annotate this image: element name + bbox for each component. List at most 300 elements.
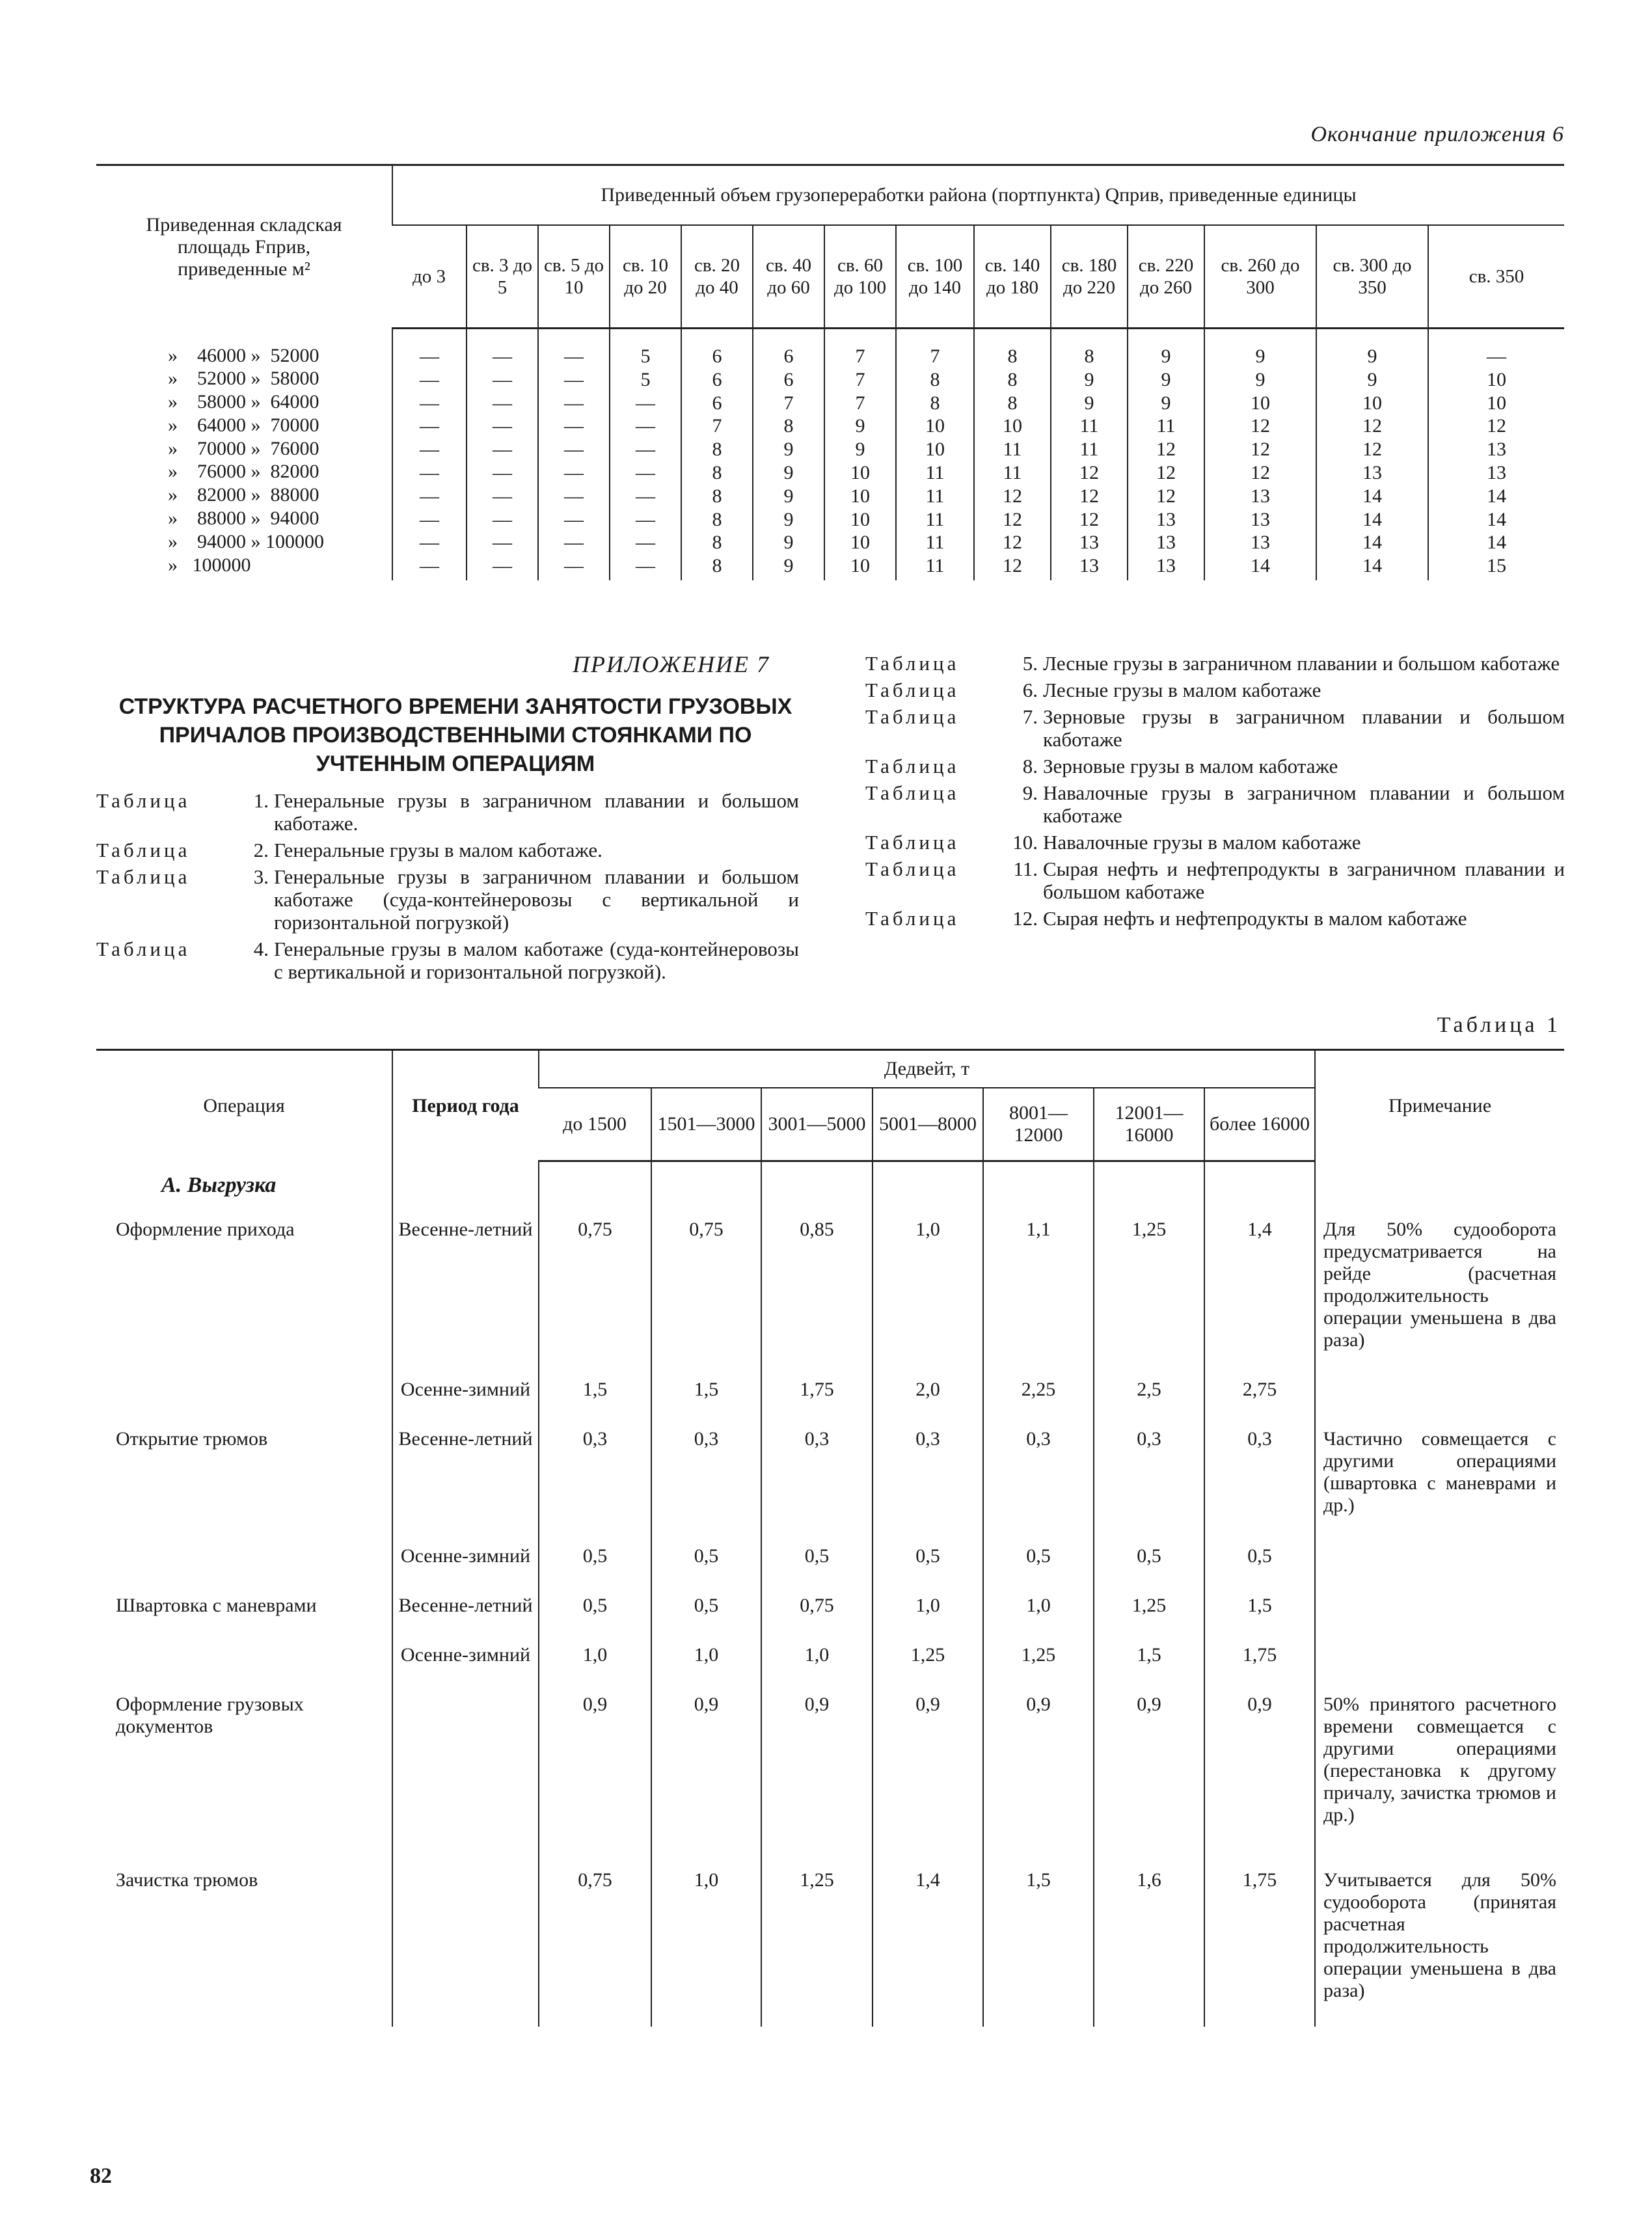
cell-value: 9 bbox=[1367, 368, 1377, 390]
value-cell: 1,25 bbox=[873, 1639, 983, 1688]
empty-cell bbox=[1315, 1161, 1564, 1213]
list-item bbox=[96, 865, 799, 934]
table-number: 10. bbox=[1012, 831, 1038, 854]
value-cell bbox=[974, 329, 1051, 580]
area-header: Приведенная складская площадь Fприв, приведенные м² bbox=[96, 165, 392, 329]
table1-label: Таблица 1 bbox=[1437, 1013, 1561, 1037]
cell-value: 13 bbox=[1487, 461, 1506, 483]
period-cell: Осенне-зимний bbox=[392, 1373, 539, 1423]
value-cell bbox=[896, 329, 974, 580]
deadweight-col-header: 8001—12000 bbox=[983, 1088, 1094, 1161]
table-number: 11. bbox=[1013, 858, 1038, 880]
period-cell: Весенне-летний bbox=[392, 1589, 539, 1639]
cell-value: 7 bbox=[855, 368, 865, 390]
table-row bbox=[96, 1688, 1564, 1864]
cell-value: 11 bbox=[925, 532, 945, 554]
cell-value: — bbox=[636, 415, 655, 437]
empty-cell bbox=[539, 1161, 651, 1213]
cell-value: 9 bbox=[783, 532, 794, 554]
table-word: Таблица bbox=[865, 907, 960, 930]
cell-value: 12 bbox=[1079, 461, 1099, 483]
cell-value: 12 bbox=[1156, 485, 1176, 507]
value-cell: 1,75 bbox=[761, 1373, 873, 1423]
empty-cell bbox=[1204, 1161, 1315, 1213]
cell-value: 14 bbox=[1487, 508, 1506, 530]
list-item bbox=[865, 705, 1565, 751]
note-cell: 50% принятого расчетного времени совмещается с другими операциями (перестановка к другому причалу, зачистка трюмов и др.) bbox=[1315, 1688, 1564, 1864]
cell-value: — bbox=[564, 439, 584, 461]
cell-value: — bbox=[636, 461, 655, 483]
value-cell: 1,6 bbox=[1094, 1864, 1204, 2027]
value-cell: 0,75 bbox=[539, 1213, 651, 1373]
note-cell bbox=[1315, 1589, 1564, 1688]
value-cell: 0,9 bbox=[1204, 1688, 1315, 1864]
cell-value: 12 bbox=[1362, 415, 1382, 437]
cell-value: 10 bbox=[1003, 415, 1022, 437]
value-cell: 0,75 bbox=[651, 1213, 761, 1373]
period-cell: Весенне-летний bbox=[392, 1213, 539, 1373]
value-cell: 0,75 bbox=[761, 1589, 873, 1639]
empty-cell bbox=[651, 1161, 761, 1213]
appendix6-table bbox=[96, 164, 1564, 580]
cell-value: 12 bbox=[1156, 461, 1176, 483]
cell-value: 10 bbox=[850, 461, 870, 483]
cell-value: 6 bbox=[712, 345, 722, 367]
period-header: Период года bbox=[392, 1050, 539, 1161]
value-cell: 1,4 bbox=[1204, 1213, 1315, 1373]
table-title: Генеральные грузы в заграничном плавании и большом каботаже (суда-контейнеровозы с вертикальной и горизонтальной погрузкой) bbox=[274, 865, 799, 934]
cell-value: 8 bbox=[1007, 392, 1018, 414]
empty-cell bbox=[761, 1161, 873, 1213]
deadweight-col-header: 1501—3000 bbox=[651, 1088, 761, 1161]
table-title: Сырая нефть и нефтепродукты в малом каботаже bbox=[1043, 907, 1467, 930]
cell-value: — bbox=[420, 392, 439, 414]
period-cell bbox=[392, 1688, 539, 1864]
area-range: » 52000 » 58000 bbox=[168, 368, 319, 390]
value-cell: 0,5 bbox=[873, 1540, 983, 1589]
volume-col-header: св. 220 до 260 bbox=[1128, 225, 1204, 329]
cell-value: — bbox=[420, 368, 439, 390]
cell-value: — bbox=[564, 461, 584, 483]
cell-value: — bbox=[493, 532, 512, 554]
value-cell: 0,3 bbox=[873, 1423, 983, 1540]
list-item bbox=[865, 652, 1565, 675]
cell-value: 9 bbox=[855, 415, 865, 437]
table-title: Лесные грузы в малом каботаже bbox=[1043, 679, 1321, 701]
cell-value: — bbox=[420, 415, 439, 437]
cell-value: 11 bbox=[925, 555, 945, 577]
empty-cell bbox=[873, 1161, 983, 1213]
value-cell bbox=[1428, 329, 1564, 580]
value-cell: 0,3 bbox=[983, 1423, 1094, 1540]
value-cell bbox=[538, 329, 610, 580]
value-cell: 0,9 bbox=[983, 1688, 1094, 1864]
period-cell: Осенне-зимний bbox=[392, 1540, 539, 1589]
list-item bbox=[96, 839, 799, 861]
cell-value: 10 bbox=[1487, 368, 1506, 390]
cell-value: 8 bbox=[930, 392, 940, 414]
volume-col-header: св. 40 до 60 bbox=[753, 225, 824, 329]
table-word: Таблица bbox=[96, 865, 191, 888]
page-number: 82 bbox=[90, 2164, 112, 2188]
list-item bbox=[865, 831, 1565, 854]
value-cell: 0,9 bbox=[539, 1688, 651, 1864]
cell-value: 7 bbox=[855, 345, 865, 367]
value-cell: 0,3 bbox=[651, 1423, 761, 1540]
cell-value: — bbox=[493, 485, 512, 507]
value-cell bbox=[610, 329, 681, 580]
cell-value: 14 bbox=[1362, 555, 1382, 577]
operations-table bbox=[96, 1049, 1564, 2027]
cell-value: 8 bbox=[783, 415, 794, 437]
value-cell: 1,25 bbox=[1094, 1589, 1204, 1639]
value-cell: 0,5 bbox=[539, 1589, 651, 1639]
period-cell bbox=[392, 1864, 539, 2027]
cell-value: 13 bbox=[1156, 508, 1176, 530]
cell-value: 12 bbox=[1003, 485, 1022, 507]
value-cell: 0,5 bbox=[651, 1589, 761, 1639]
value-cell: 0,9 bbox=[873, 1688, 983, 1864]
table-title: Генеральные грузы в заграничном плавании и большом каботаже. bbox=[274, 789, 799, 835]
value-cell: 2,25 bbox=[983, 1373, 1094, 1423]
cell-value: 12 bbox=[1251, 461, 1270, 483]
table-word: Таблица bbox=[865, 679, 960, 701]
volume-col-header: св. 140 до 180 bbox=[974, 225, 1051, 329]
value-cell: 0,5 bbox=[761, 1540, 873, 1589]
value-cell bbox=[681, 329, 753, 580]
cell-value: 12 bbox=[1487, 415, 1506, 437]
cell-value: 9 bbox=[783, 461, 794, 483]
cell-value: 13 bbox=[1362, 461, 1382, 483]
value-cell bbox=[1204, 329, 1316, 580]
cell-value: 6 bbox=[783, 368, 794, 390]
cell-value: 8 bbox=[712, 485, 722, 507]
value-cell: 1,25 bbox=[983, 1639, 1094, 1688]
table-title: Генеральные грузы в малом каботаже (суда-контейнеровозы с вертикальной и горизонтальной погрузкой). bbox=[274, 938, 799, 983]
volume-col-header: св. 350 bbox=[1428, 225, 1564, 329]
cell-value: 8 bbox=[712, 508, 722, 530]
area-range: » 88000 » 94000 bbox=[168, 507, 319, 530]
cell-value: — bbox=[420, 485, 439, 507]
value-cell: 1,0 bbox=[651, 1864, 761, 2027]
volume-col-header: св. 100 до 140 bbox=[896, 225, 974, 329]
deadweight-col-header: до 1500 bbox=[539, 1088, 651, 1161]
cell-value: 12 bbox=[1079, 485, 1099, 507]
volume-col-header: св. 10 до 20 bbox=[610, 225, 681, 329]
table-word: Таблица bbox=[865, 781, 960, 804]
value-cell: 0,85 bbox=[761, 1213, 873, 1373]
table-number: 2. bbox=[253, 839, 269, 861]
cell-value: — bbox=[636, 555, 655, 577]
cell-value: 12 bbox=[1156, 439, 1176, 461]
cell-value: 13 bbox=[1156, 555, 1176, 577]
cell-value: 12 bbox=[1003, 532, 1022, 554]
value-cell bbox=[392, 329, 467, 580]
cell-value: — bbox=[564, 555, 584, 577]
deadweight-col-header: 3001—5000 bbox=[761, 1088, 873, 1161]
value-cell bbox=[753, 329, 824, 580]
cell-value: 9 bbox=[783, 555, 794, 577]
cell-value: 13 bbox=[1079, 532, 1099, 554]
value-cell bbox=[1316, 329, 1428, 580]
appendix-heading: СТРУКТУРА РАСЧЕТНОГО ВРЕМЕНИ ЗАНЯТОСТИ ГРУЗОВЫХ ПРИЧАЛОВ ПРОИЗВОДСТВЕННЫМИ СТОЯНКАМИ ПО УЧТЕННЫМ ОПЕРАЦИЯМ bbox=[118, 694, 792, 776]
area-range: » 82000 » 88000 bbox=[168, 484, 319, 506]
cell-value: 5 bbox=[640, 345, 651, 367]
cell-value: 10 bbox=[850, 508, 870, 530]
cell-value: 8 bbox=[712, 532, 722, 554]
cell-value: — bbox=[636, 439, 655, 461]
cell-value: 9 bbox=[783, 508, 794, 530]
volume-col-header: св. 3 до 5 bbox=[467, 225, 538, 329]
cell-value: 14 bbox=[1362, 532, 1382, 554]
volume-col-header: св. 5 до 10 bbox=[538, 225, 610, 329]
list-item bbox=[96, 789, 799, 835]
table-list-left bbox=[96, 789, 799, 987]
list-item bbox=[96, 938, 799, 983]
value-cell: 1,0 bbox=[761, 1639, 873, 1688]
deadweight-col-header: 5001—8000 bbox=[873, 1088, 983, 1161]
cell-value: 11 bbox=[1156, 415, 1176, 437]
cell-value: — bbox=[564, 392, 584, 414]
table-number: 5. bbox=[1022, 652, 1038, 675]
value-cell: 1,5 bbox=[983, 1864, 1094, 2027]
value-cell: 1,5 bbox=[651, 1373, 761, 1423]
volume-header: Приведенный объем грузопереработки района (портпункта) Qприв, приведенные единицы bbox=[392, 165, 1564, 226]
cell-value: 12 bbox=[1251, 415, 1270, 437]
value-cell: 2,5 bbox=[1094, 1373, 1204, 1423]
cell-value: 14 bbox=[1362, 508, 1382, 530]
cell-value: 13 bbox=[1156, 532, 1176, 554]
cell-value: 8 bbox=[712, 461, 722, 483]
area-range: » 58000 » 64000 bbox=[168, 391, 319, 413]
value-cell: 0,3 bbox=[1094, 1423, 1204, 1540]
value-cell: 1,0 bbox=[651, 1639, 761, 1688]
cell-value: 10 bbox=[1251, 392, 1270, 414]
cell-value: 8 bbox=[1007, 368, 1018, 390]
value-cell: 1,5 bbox=[1204, 1589, 1315, 1639]
cell-value: — bbox=[564, 508, 584, 530]
continuation-label: Окончание приложения 6 bbox=[1310, 122, 1564, 146]
table-word: Таблица bbox=[96, 789, 191, 812]
value-cell: 1,0 bbox=[873, 1589, 983, 1639]
operation-header: Операция bbox=[96, 1050, 392, 1161]
value-cell: 2,0 bbox=[873, 1373, 983, 1423]
cell-value: — bbox=[493, 415, 512, 437]
list-item bbox=[865, 858, 1565, 903]
cell-value: 10 bbox=[850, 532, 870, 554]
value-cell: 0,3 bbox=[761, 1423, 873, 1540]
cell-value: — bbox=[420, 461, 439, 483]
table-number: 7. bbox=[1022, 705, 1038, 728]
cell-value: — bbox=[636, 392, 655, 414]
area-cell bbox=[96, 329, 392, 580]
cell-value: 9 bbox=[1367, 345, 1377, 367]
period-cell: Весенне-летний bbox=[392, 1423, 539, 1540]
table-title: Лесные грузы в заграничном плавании и большом каботаже bbox=[1043, 652, 1560, 675]
cell-value: — bbox=[493, 461, 512, 483]
empty-cell bbox=[1094, 1161, 1204, 1213]
cell-value: 5 bbox=[640, 368, 651, 390]
cell-value: 11 bbox=[925, 485, 945, 507]
note-header: Примечание bbox=[1315, 1050, 1564, 1161]
operation-cell bbox=[96, 1639, 392, 1688]
cell-value: — bbox=[493, 368, 512, 390]
cell-value: 9 bbox=[1255, 345, 1266, 367]
cell-value: 10 bbox=[925, 439, 945, 461]
cell-value: 10 bbox=[1362, 392, 1382, 414]
deadweight-header: Дедвейт, т bbox=[539, 1050, 1315, 1088]
cell-value: 11 bbox=[925, 461, 945, 483]
period-cell: Осенне-зимний bbox=[392, 1639, 539, 1688]
cell-value: 11 bbox=[1003, 439, 1022, 461]
note-cell: Для 50% судооборота предусматривается на рейде (расчетная продолжительность операции уменьшена в два раза) bbox=[1315, 1213, 1564, 1423]
cell-value: — bbox=[493, 392, 512, 414]
value-cell bbox=[824, 329, 896, 580]
cell-value: — bbox=[564, 368, 584, 390]
area-range: » 46000 » 52000 bbox=[168, 344, 319, 366]
list-item bbox=[865, 781, 1565, 827]
table-title: Навалочные грузы в малом каботаже bbox=[1043, 831, 1361, 854]
note-cell: Частично совмещается с другими операциями (швартовка с маневрами и др.) bbox=[1315, 1423, 1564, 1589]
value-cell: 1,0 bbox=[983, 1589, 1094, 1639]
cell-value: — bbox=[493, 345, 512, 367]
area-range: » 76000 » 82000 bbox=[168, 461, 319, 483]
operation-cell: Оформление грузовых документов bbox=[116, 1693, 304, 1737]
table-title: Сырая нефть и нефтепродукты в заграничном плавании и большом каботаже bbox=[1043, 858, 1565, 903]
cell-value: — bbox=[564, 485, 584, 507]
area-range: » 94000 » 100000 bbox=[168, 530, 324, 552]
empty-cell bbox=[983, 1161, 1094, 1213]
table-number: 6. bbox=[1022, 679, 1038, 701]
value-cell: 0,75 bbox=[539, 1864, 651, 2027]
cell-value: 6 bbox=[783, 345, 794, 367]
cell-value: 9 bbox=[783, 485, 794, 507]
value-cell: 0,9 bbox=[761, 1688, 873, 1864]
area-range: » 64000 » 70000 bbox=[168, 414, 319, 436]
operation-cell: Зачистка трюмов bbox=[116, 1869, 258, 1891]
cell-value: 12 bbox=[1251, 439, 1270, 461]
table-number: 4. bbox=[253, 938, 269, 960]
operation-cell: Швартовка с маневрами bbox=[116, 1594, 317, 1616]
value-cell bbox=[1051, 329, 1128, 580]
cell-value: 9 bbox=[1161, 368, 1171, 390]
value-cell: 1,0 bbox=[539, 1639, 651, 1688]
volume-col-header: св. 180 до 220 bbox=[1051, 225, 1128, 329]
cell-value: 13 bbox=[1251, 508, 1270, 530]
cell-value: 14 bbox=[1362, 485, 1382, 507]
table-word: Таблица bbox=[865, 652, 960, 675]
value-cell: 0,5 bbox=[1204, 1540, 1315, 1589]
table-number: 3. bbox=[253, 865, 269, 888]
cell-value: — bbox=[1487, 345, 1506, 367]
value-cell: 0,3 bbox=[539, 1423, 651, 1540]
list-item bbox=[865, 755, 1565, 777]
value-cell: 1,75 bbox=[1204, 1864, 1315, 2027]
table-title: Навалочные грузы в заграничном плавании и большом каботаже bbox=[1043, 781, 1565, 827]
cell-value: — bbox=[564, 345, 584, 367]
section-row bbox=[96, 1161, 1564, 1213]
value-cell: 1,25 bbox=[1094, 1213, 1204, 1373]
volume-col-header: св. 60 до 100 bbox=[824, 225, 896, 329]
table-word: Таблица bbox=[96, 839, 191, 861]
cell-value: — bbox=[493, 439, 512, 461]
cell-value: — bbox=[564, 415, 584, 437]
value-cell: 1,5 bbox=[1094, 1639, 1204, 1688]
list-item bbox=[865, 907, 1565, 930]
cell-value: 6 bbox=[712, 392, 722, 414]
table-word: Таблица bbox=[865, 755, 960, 777]
cell-value: 11 bbox=[1079, 439, 1099, 461]
operation-cell: Оформление прихода bbox=[116, 1218, 295, 1240]
table-number: 1. bbox=[253, 789, 269, 812]
cell-value: 9 bbox=[1161, 345, 1171, 367]
cell-value: 9 bbox=[783, 439, 794, 461]
cell-value: 10 bbox=[1487, 392, 1506, 414]
cell-value: — bbox=[564, 532, 584, 554]
table-word: Таблица bbox=[865, 831, 960, 854]
cell-value: 9 bbox=[1255, 368, 1266, 390]
cell-value: 8 bbox=[1084, 345, 1094, 367]
cell-value: 9 bbox=[1161, 392, 1171, 414]
table-number: 8. bbox=[1022, 755, 1038, 777]
cell-value: 14 bbox=[1487, 532, 1506, 554]
value-cell: 0,5 bbox=[983, 1540, 1094, 1589]
cell-value: 10 bbox=[850, 485, 870, 507]
value-cell: 0,3 bbox=[1204, 1423, 1315, 1540]
volume-col-header: св. 260 до 300 bbox=[1204, 225, 1316, 329]
cell-value: 7 bbox=[712, 415, 722, 437]
list-item bbox=[865, 679, 1565, 701]
value-cell: 0,5 bbox=[1094, 1540, 1204, 1589]
value-cell: 1,1 bbox=[983, 1213, 1094, 1373]
value-cell: 0,5 bbox=[651, 1540, 761, 1589]
cell-value: — bbox=[636, 508, 655, 530]
cell-value: 8 bbox=[712, 439, 722, 461]
value-cell: 0,9 bbox=[1094, 1688, 1204, 1864]
cell-value: — bbox=[493, 508, 512, 530]
cell-value: 12 bbox=[1003, 555, 1022, 577]
cell-value: 7 bbox=[783, 392, 794, 414]
value-cell: 1,25 bbox=[761, 1864, 873, 2027]
table-word: Таблица bbox=[865, 705, 960, 728]
cell-value: 8 bbox=[930, 368, 940, 390]
volume-col-header: до 3 bbox=[392, 225, 467, 329]
cell-value: 15 bbox=[1487, 555, 1506, 577]
cell-value: 8 bbox=[1007, 345, 1018, 367]
cell-value: — bbox=[420, 345, 439, 367]
cell-value: 7 bbox=[930, 345, 940, 367]
volume-col-header: св. 300 до 350 bbox=[1316, 225, 1428, 329]
value-cell: 0,9 bbox=[651, 1688, 761, 1864]
value-cell: 2,75 bbox=[1204, 1373, 1315, 1423]
table-word: Таблица bbox=[865, 858, 960, 880]
cell-value: — bbox=[420, 439, 439, 461]
table-list-right bbox=[865, 652, 1565, 934]
cell-value: 13 bbox=[1079, 555, 1099, 577]
cell-value: 13 bbox=[1487, 439, 1506, 461]
table-row bbox=[96, 1589, 1564, 1639]
cell-value: 14 bbox=[1487, 485, 1506, 507]
cell-value: 12 bbox=[1003, 508, 1022, 530]
cell-value: 9 bbox=[1084, 368, 1094, 390]
cell-value: 14 bbox=[1251, 555, 1270, 577]
cell-value: 11 bbox=[1003, 461, 1022, 483]
cell-value: — bbox=[636, 532, 655, 554]
cell-value: 13 bbox=[1251, 532, 1270, 554]
value-cell: 0,5 bbox=[539, 1540, 651, 1589]
cell-value: 6 bbox=[712, 368, 722, 390]
table-title: Генеральные грузы в малом каботаже. bbox=[274, 839, 603, 861]
